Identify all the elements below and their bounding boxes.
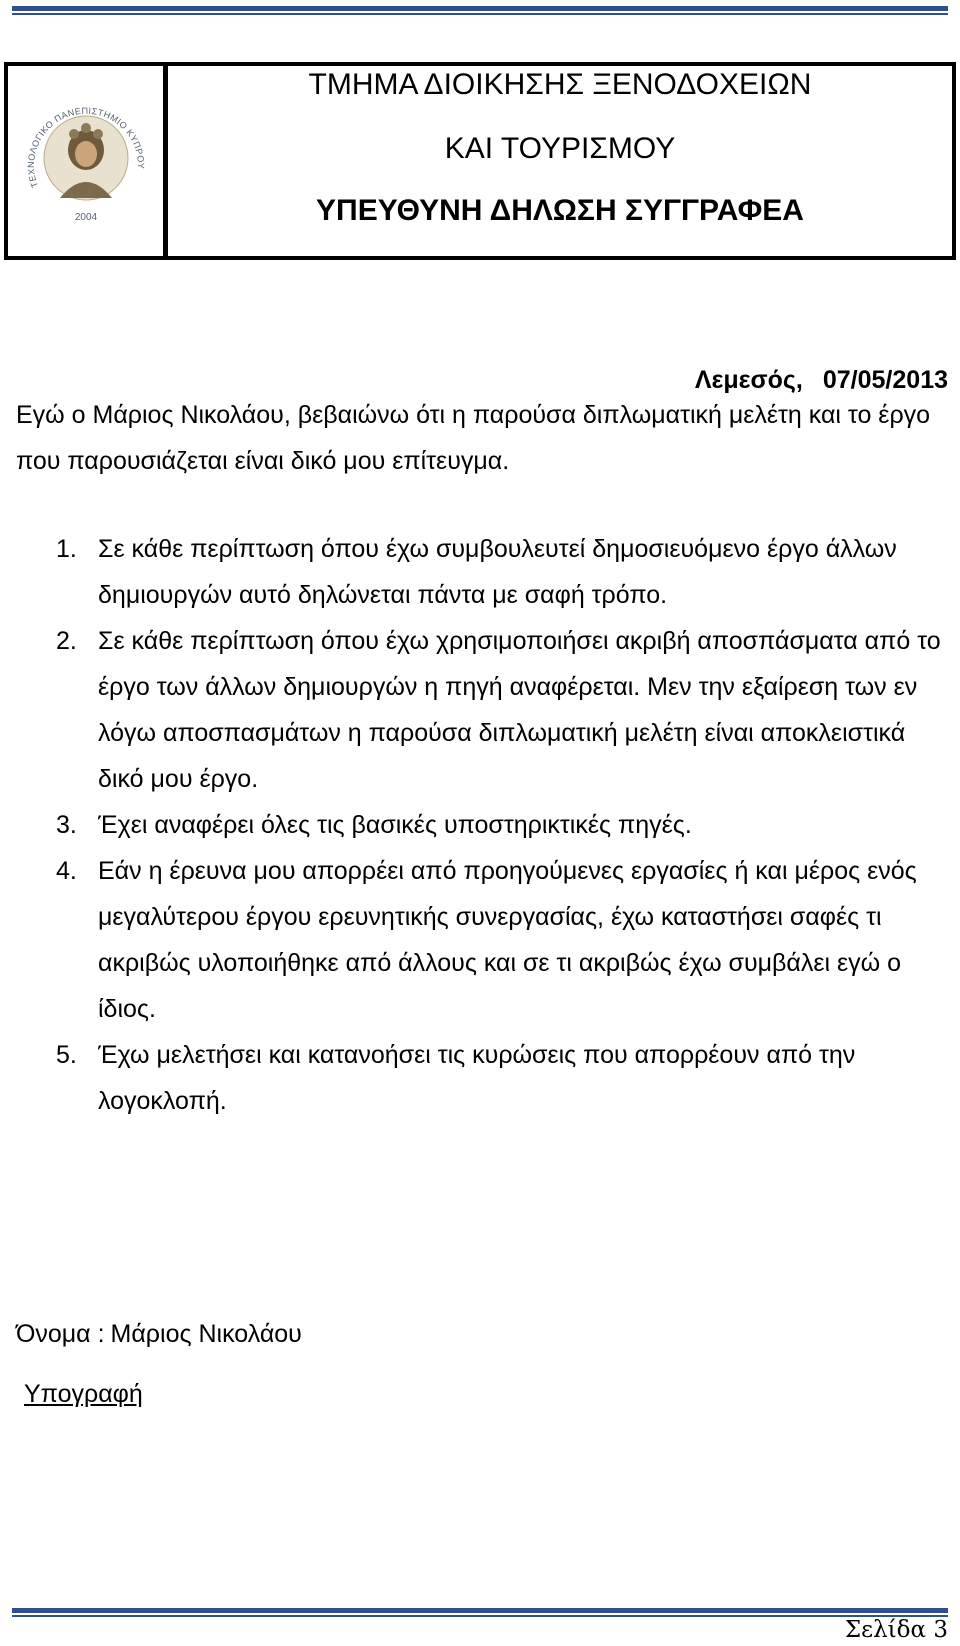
- header-box: [4, 62, 956, 260]
- list-item-text: Εάν η έρευνα μου απορρέει από προηγούμενες εργασίες ή και μέρος ενός μεγαλύτερου έργου ερευνητικής συνεργασίας, έχω καταστήσει σαφές τι ακριβώς υλοποιήθηκε από άλλους και σε τι ακριβώς έχω συμβάλει εγώ ο ίδιος.: [98, 857, 917, 1023]
- list-item-number: 5.: [56, 1041, 77, 1069]
- seal-year: 2004: [74, 212, 97, 223]
- list-item-number: 3.: [56, 811, 77, 839]
- list-item-text: Έχω μελετήσει και κατανοήσει τις κυρώσεις που απορρέουν από την λογοκλοπή.: [98, 1041, 856, 1115]
- date-place: Λεμεσός,: [694, 366, 803, 394]
- name-label: Όνομα :: [16, 1320, 105, 1348]
- signature-label: Υπογραφή: [24, 1380, 143, 1408]
- date-line: [695, 366, 948, 395]
- department-name-line1: ΤΜΗΜΑ ΔΙΟΙΚΗΣΗΣ ΞΕΝΟΔΟΧΕΙΩΝ: [308, 68, 812, 101]
- page-number: Σελίδα 3: [844, 1617, 948, 1643]
- name-value: Μάριος Νικολάου: [110, 1320, 302, 1348]
- name-line: [16, 1320, 302, 1349]
- date-value: 07/05/2013: [822, 366, 948, 394]
- list-item: [16, 1032, 956, 1124]
- list-item-text: Σε κάθε περίπτωση όπου έχω χρησιμοποιήσει ακριβή αποσπάσματα από το έργο των άλλων δημιουργών η πηγή αναφέρεται. Μεν την εξαίρεση των εν λόγω αποσπασμάτων η παρούσα διπλωματική μελέτη είναι αποκλειστικά δικό μου έργο.: [98, 627, 941, 793]
- list-item-number: 2.: [56, 627, 77, 655]
- list-item-number: 4.: [56, 857, 77, 885]
- seal-ring-text: ΤΕΧΝΟΛΟΓΙΚΟ ΠΑΝΕΠΙΣΤΗΜΙΟ ΚΥΠΡΟΥ: [25, 105, 146, 190]
- title-cell: [168, 66, 952, 256]
- list-item: [16, 802, 956, 848]
- department-name-line2: ΚΑΙ ΤΟΥΡΙΣΜΟΥ: [444, 132, 676, 165]
- bottom-footer-rule: [12, 1608, 948, 1617]
- list-item-number: 1.: [56, 535, 77, 563]
- list-item-text: Σε κάθε περίπτωση όπου έχω συμβουλευτεί δημοσιευόμενο έργο άλλων δημιουργών αυτό δηλώνεται πάντα με σαφή τρόπο.: [98, 535, 897, 609]
- document-title: ΥΠΕΥΘΥΝΗ ΔΗΛΩΣΗ ΣΥΓΓΡΑΦΕΑ: [316, 194, 804, 227]
- logo-cell: [8, 66, 168, 256]
- declaration-list: [16, 526, 956, 1124]
- top-header-rule: [12, 6, 948, 15]
- list-item: [16, 526, 956, 618]
- list-item: [16, 618, 956, 802]
- list-item: [16, 848, 956, 1032]
- university-seal-icon: [16, 86, 156, 236]
- list-item-text: Έχει αναφέρει όλες τις βασικές υποστηρικτικές πηγές.: [98, 811, 692, 839]
- intro-paragraph: Εγώ ο Μάριος Νικολάου, βεβαιώνω ότι η παρούσα διπλωματική μελέτη και το έργο που παρουσιάζεται είναι δικό μου επίτευγμα.: [16, 401, 931, 475]
